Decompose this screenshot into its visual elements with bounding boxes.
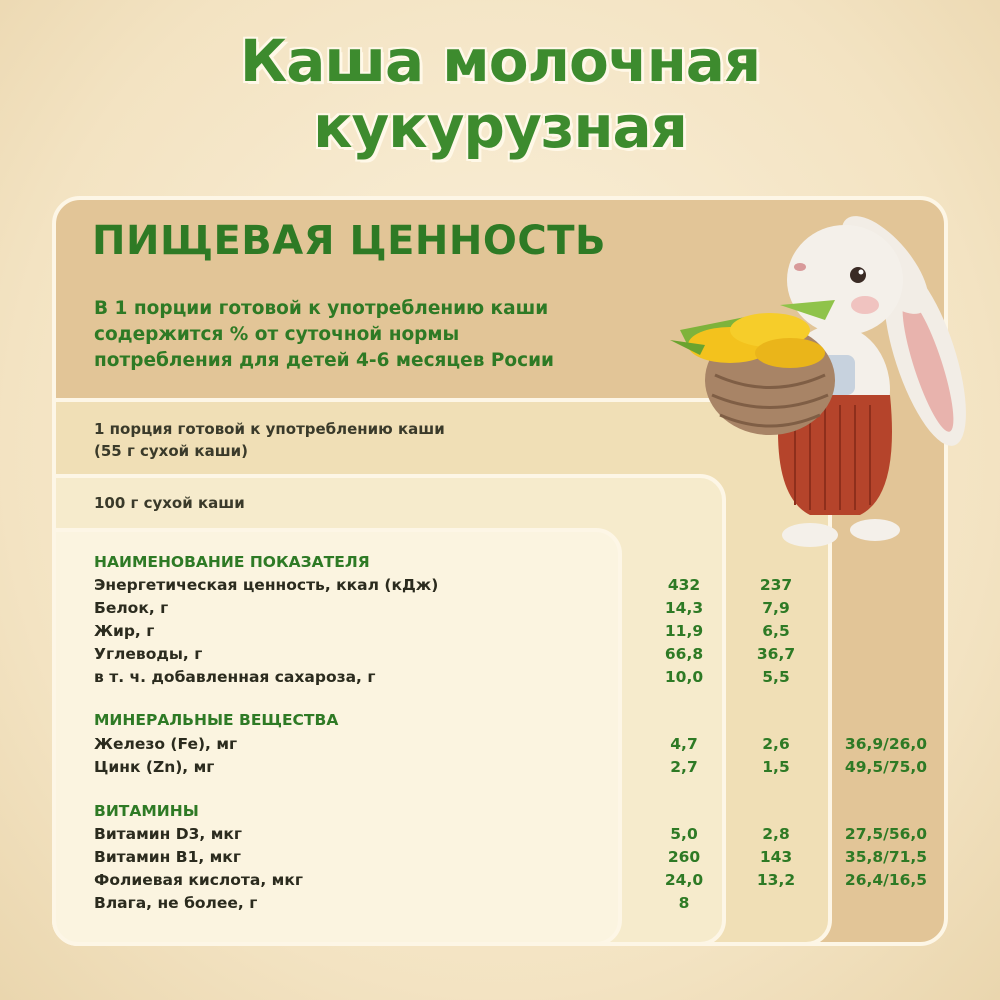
row-value-3: 26,4/16,5 <box>844 871 928 889</box>
title-line-1: Каша молочная <box>239 27 761 95</box>
section-minerals-header: МИНЕРАЛЬНЫЕ ВЕЩЕСТВА <box>94 711 339 729</box>
row-value-3: 35,8/71,5 <box>844 848 928 866</box>
section-vitamins-header: ВИТАМИНЫ <box>94 802 199 820</box>
description-line-2: содержится % от суточной нормы <box>94 324 460 345</box>
row-value-1: 2,7 <box>670 758 698 776</box>
portion-line-1: 1 порция готовой к употреблению каши <box>94 420 445 438</box>
row-label: в т. ч. добавленная сахароза, г <box>94 668 376 686</box>
description-line-3: потребления для детей 4-6 месяцев Росии <box>94 350 554 371</box>
row-value-2: 2,8 <box>762 825 790 843</box>
row-value-1: 10,0 <box>664 668 704 686</box>
table-row <box>94 894 954 916</box>
row-label: Углеводы, г <box>94 645 203 663</box>
row-value-1: 11,9 <box>664 622 704 640</box>
row-value-1: 66,8 <box>664 645 704 663</box>
row-value-1: 5,0 <box>670 825 698 843</box>
table-row <box>94 758 954 780</box>
row-value-1: 432 <box>667 576 701 594</box>
row-label: Витамин B1, мкг <box>94 848 241 866</box>
table-row <box>94 599 954 621</box>
nutrition-description <box>94 296 654 374</box>
table-row <box>94 576 954 598</box>
row-value-2: 36,7 <box>756 645 796 663</box>
row-label: Белок, г <box>94 599 169 617</box>
row-value-1: 4,7 <box>670 735 698 753</box>
table-row <box>94 848 954 870</box>
row-value-3: 27,5/56,0 <box>844 825 928 843</box>
row-value-1: 8 <box>678 894 690 912</box>
row-value-3: 49,5/75,0 <box>844 758 928 776</box>
row-value-2: 143 <box>759 848 793 866</box>
table-row <box>94 645 954 667</box>
row-value-1: 24,0 <box>664 871 704 889</box>
row-label: Витамин D3, мкг <box>94 825 242 843</box>
row-value-2: 6,5 <box>762 622 790 640</box>
portion-label <box>94 418 445 462</box>
nutrition-heading: ПИЩЕВАЯ ЦЕННОСТЬ <box>92 218 606 264</box>
table-row <box>94 735 954 757</box>
row-value-1: 260 <box>667 848 701 866</box>
bunny-with-corn-illustration <box>660 205 990 555</box>
row-label: Железо (Fe), мг <box>94 735 238 753</box>
row-value-2: 2,6 <box>762 735 790 753</box>
section-main-header: НАИМЕНОВАНИЕ ПОКАЗАТЕЛЯ <box>94 553 370 571</box>
title-line-2: кукурузная <box>313 93 687 161</box>
table-row <box>94 871 954 893</box>
row-label: Энергетическая ценность, ккал (кДж) <box>94 576 439 594</box>
dry-label: 100 г сухой каши <box>94 494 245 512</box>
row-value-2: 1,5 <box>762 758 790 776</box>
table-row <box>94 668 954 690</box>
table-row <box>94 622 954 644</box>
row-label: Цинк (Zn), мг <box>94 758 215 776</box>
row-label: Влага, не более, г <box>94 894 258 912</box>
portion-line-2: (55 г сухой каши) <box>94 442 248 460</box>
row-value-1: 14,3 <box>664 599 704 617</box>
row-value-2: 7,9 <box>762 599 790 617</box>
row-value-2: 5,5 <box>762 668 790 686</box>
row-value-3: 36,9/26,0 <box>844 735 928 753</box>
row-label: Фолиевая кислота, мкг <box>94 871 303 889</box>
table-row <box>94 825 954 847</box>
row-value-2: 237 <box>759 576 793 594</box>
row-label: Жир, г <box>94 622 155 640</box>
row-value-2: 13,2 <box>756 871 796 889</box>
page-title <box>0 28 1000 160</box>
description-line-1: В 1 порции готовой к употреблению каши <box>94 298 549 319</box>
